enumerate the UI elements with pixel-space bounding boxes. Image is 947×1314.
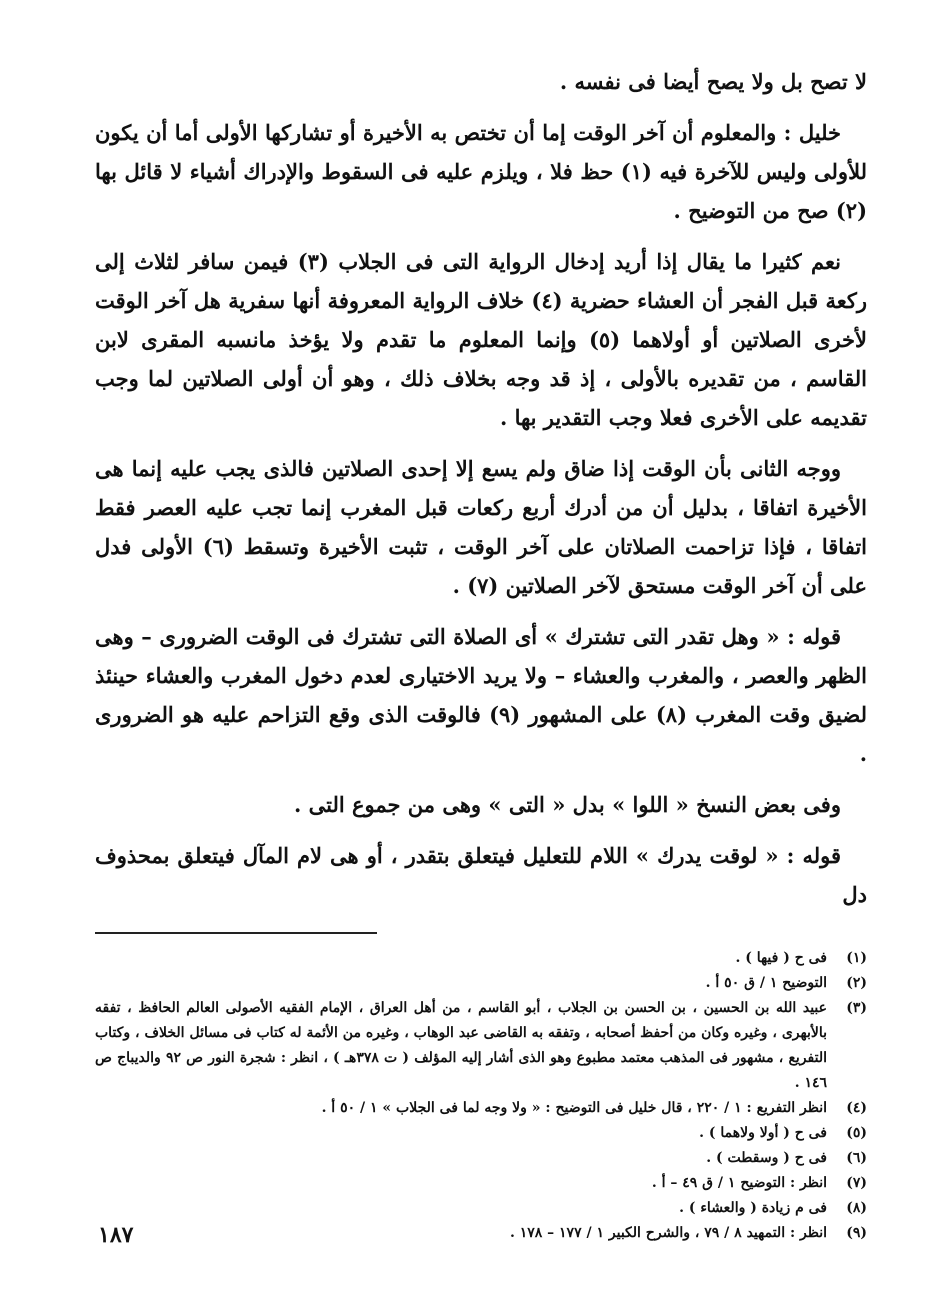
paragraph-6: وفى بعض النسخ « اللوا » بدل « التى » وهى من جموع التى . [293,792,841,817]
footnote-text: فى م زيادة ( والعشاء ) . [679,1200,827,1216]
footnote-number: (١) [846,950,867,966]
footnote [95,1196,867,1221]
footnote [95,971,867,996]
footnote-text: انظر التفريع : ١ / ٢٢٠ ، قال خليل فى التوضيح : « ولا وجه لما فى الجلاب » ١ / ٥٠ أ . [321,1100,827,1116]
footnote-text: انظر : التمهيد ٨ / ٧٩ ، والشرح الكبير ١ / ١٧٧ – ١٧٨ . [509,1225,827,1241]
footnote [95,1096,867,1121]
footnote-number: (٧) [846,1175,867,1191]
footnote [95,946,867,971]
page-number: ١٨٧ [98,1222,134,1248]
footnote-number: (٣) [846,1000,867,1016]
paragraph-7: قوله : « لوقت يدرك » اللام للتعليل فيتعلق بتقدر ، أو هى لام المآل فيتعلق بمحذوف دل [95,843,867,907]
paragraph-4: ووجه الثانى بأن الوقت إذا ضاق ولم يسع إلا إحدى الصلاتين فالذى يجب عليه إنما هى الأخيرة اتفاقا ، بدليل أن من أدرك أربع ركعات قبل المغرب إنما تجب عليه العصر فقط اتفاقا ، فإذا تزاحمت الصلاتان على آخر الوقت ، تثبت الأخيرة وتسقط (٦) الأولى فدل على أن آخر الوقت مستحق لآخر الصلاتين (٧) . [95,456,867,598]
footnote-number: (٦) [846,1150,867,1166]
footnote-text: عبيد الله بن الحسين ، بن الحسن بن الجلاب ، أبو القاسم ، من أهل العراق ، الإمام الفقيه الأصولى العالم الحافظ ، تفقه بالأبهرى ، وغيره وكان من أحفظ أصحابه ، وتفقه به القاضى عبد الوهاب ، وغيره من الأئمة له كتاب فى مسائل الخلاف ، وكتاب التفريع ، مشهور فى المذهب معتمد مطبوع وهو الذى أشار إليه المؤلف ( ت ٣٧٨هـ ) ، انظر : شجرة النور ص ٩٢ والديباج ص ١٤٦ . [95,1000,827,1091]
page [95,62,867,1262]
paragraph-3: نعم كثيرا ما يقال إذا أريد إدخال الرواية التى فى الجلاب (٣) فيمن سافر لثلاث إلى ركعة قبل الفجر أن العشاء حضرية (٤) خلاف الرواية المعروفة أنها سفرية هل آخر الوقت لأخرى الصلاتين أو أولاهما (٥) وإنما المعلوم ما تقدم ولا يؤخذ مانسبه المقرى لابن القاسم ، من تقديره بالأولى ، إذ قد وجه بخلاف ذلك ، وهو أن أولى الصلاتين لما وجب تقديمه على الأخرى فعلا وجب التقدير بها . [95,249,867,430]
footnote-number: (٨) [846,1200,867,1216]
paragraph-5: قوله : « وهل تقدر التى تشترك » أى الصلاة التى تشترك فى الوقت الضرورى – وهى الظهر والعصر ، والمغرب والعشاء – ولا يريد الاختيارى لعدم دخول المغرب والعشاء حينئذ لضيق وقت المغرب (٨) على المشهور (٩) فالوقت الذى وقع التزاحم عليه هو الضرورى . [95,624,867,766]
footnote-number: (٤) [846,1100,867,1116]
main-text [95,62,867,914]
footnote-number: (٩) [846,1225,867,1241]
paragraph-2: خليل : والمعلوم أن آخر الوقت إما أن تختص به الأخيرة أو تشاركها الأولى أما أن يكون للأولى وليس للآخرة فيه (١) حظ فلا ، ويلزم عليه فى السقوط والإدراك أشياء لا قائل بها (٢) صح من التوضيح . [95,120,867,223]
footnote [95,1221,867,1246]
footnote [95,1121,867,1146]
footnote-separator [95,932,377,934]
footnote-number: (٢) [846,975,867,991]
footnote-number: (٥) [846,1125,867,1141]
footnote-text: التوضيح ١ / ق ٥٠ أ . [705,975,827,991]
footnote [95,1146,867,1171]
footnote-text: فى ح ( أولا ولاهما ) . [699,1125,827,1141]
paragraph-1: لا تصح بل ولا يصح أيضا فى نفسه . [559,69,867,94]
footnote [95,996,867,1096]
footnote [95,1171,867,1196]
footnote-text: فى ح ( وسقطت ) . [706,1150,827,1166]
footnote-text: فى ح ( فيها ) . [735,950,827,966]
footnotes [95,946,867,1246]
footnote-text: انظر : التوضيح ١ / ق ٤٩ – أ . [651,1175,827,1191]
